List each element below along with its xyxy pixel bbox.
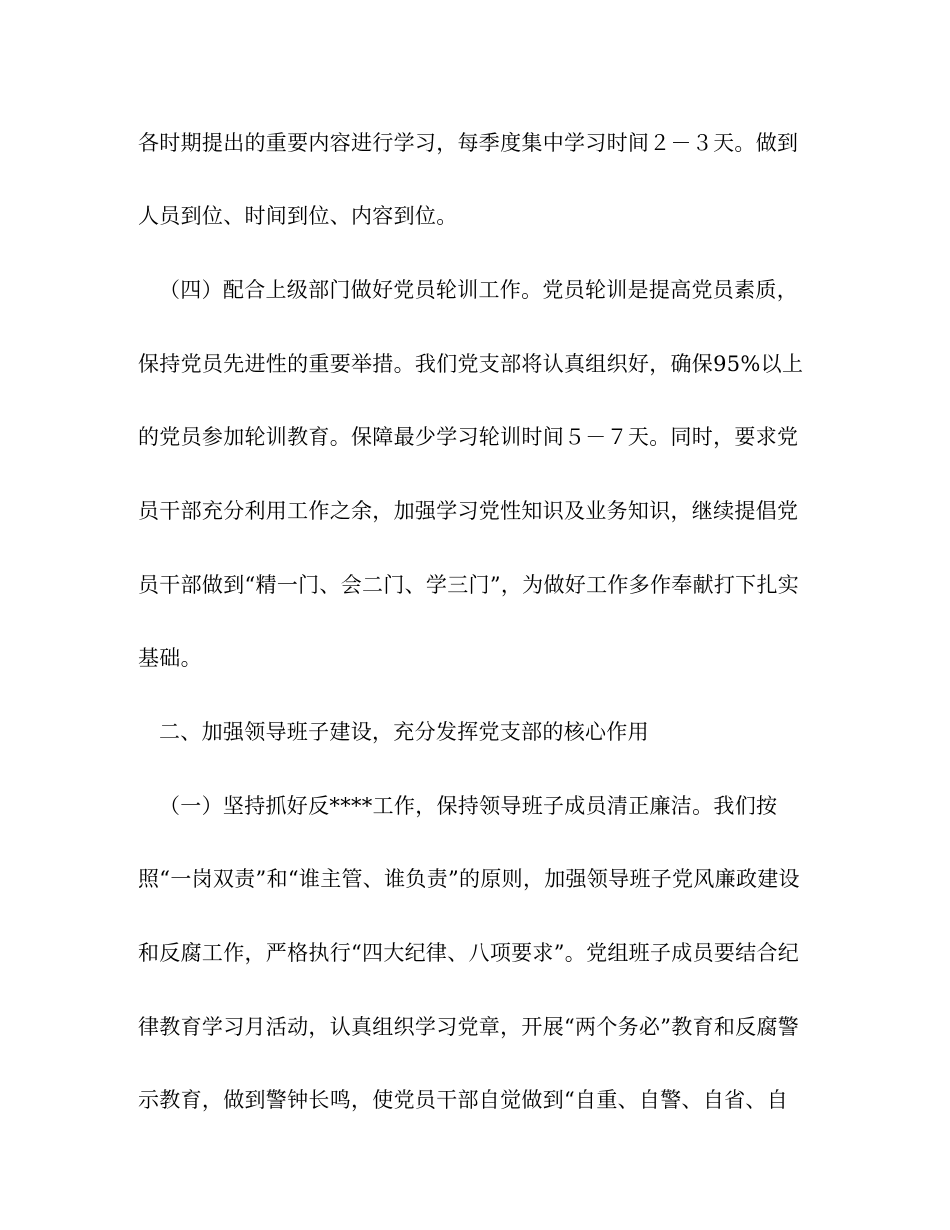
paragraph-heading-1: （一）坚持抓好反****工作，保持领导班子成员清正廉洁。我们按: [159, 794, 778, 818]
text-line: 的党员参加轮训教育。保障最少学习轮训时间５－７天。同时，要求党: [138, 425, 799, 449]
text-line: 和反腐工作，严格执行“四大纪律、八项要求”。党组班子成员要结合纪: [138, 941, 800, 965]
paragraph-heading-4: （四）配合上级部门做好党员轮训工作。党员轮训是提高党员素质，: [159, 278, 798, 302]
text-line: 照“一岗双责”和“谁主管、谁负责”的原则，加强领导班子党风廉政建设: [138, 867, 800, 891]
text-line: 各时期提出的重要内容进行学习，每季度集中学习时间２－３天。做到: [138, 131, 799, 155]
text-line: 保持党员先进性的重要举措。我们党支部将认真组织好，确保95%以上: [138, 352, 804, 376]
text-line: 员干部充分利用工作之余，加强学习党性知识及业务知识，继续提倡党: [138, 499, 799, 523]
text-line: 员干部做到“精一门、会二门、学三门”，为做好工作多作奉献打下扎实: [138, 573, 800, 597]
text-line: 基础。: [138, 646, 202, 670]
text-line: 律教育学习月活动，认真组织学习党章，开展“两个务必”教育和反腐警: [138, 1015, 800, 1039]
text-line: 示教育，做到警钟长鸣，使党员干部自觉做到“自重、自警、自省、自: [138, 1088, 789, 1112]
text-line: 人员到位、时间到位、内容到位。: [138, 204, 458, 228]
section-heading-2: 二、加强领导班子建设，充分发挥党支部的核心作用: [159, 720, 649, 744]
